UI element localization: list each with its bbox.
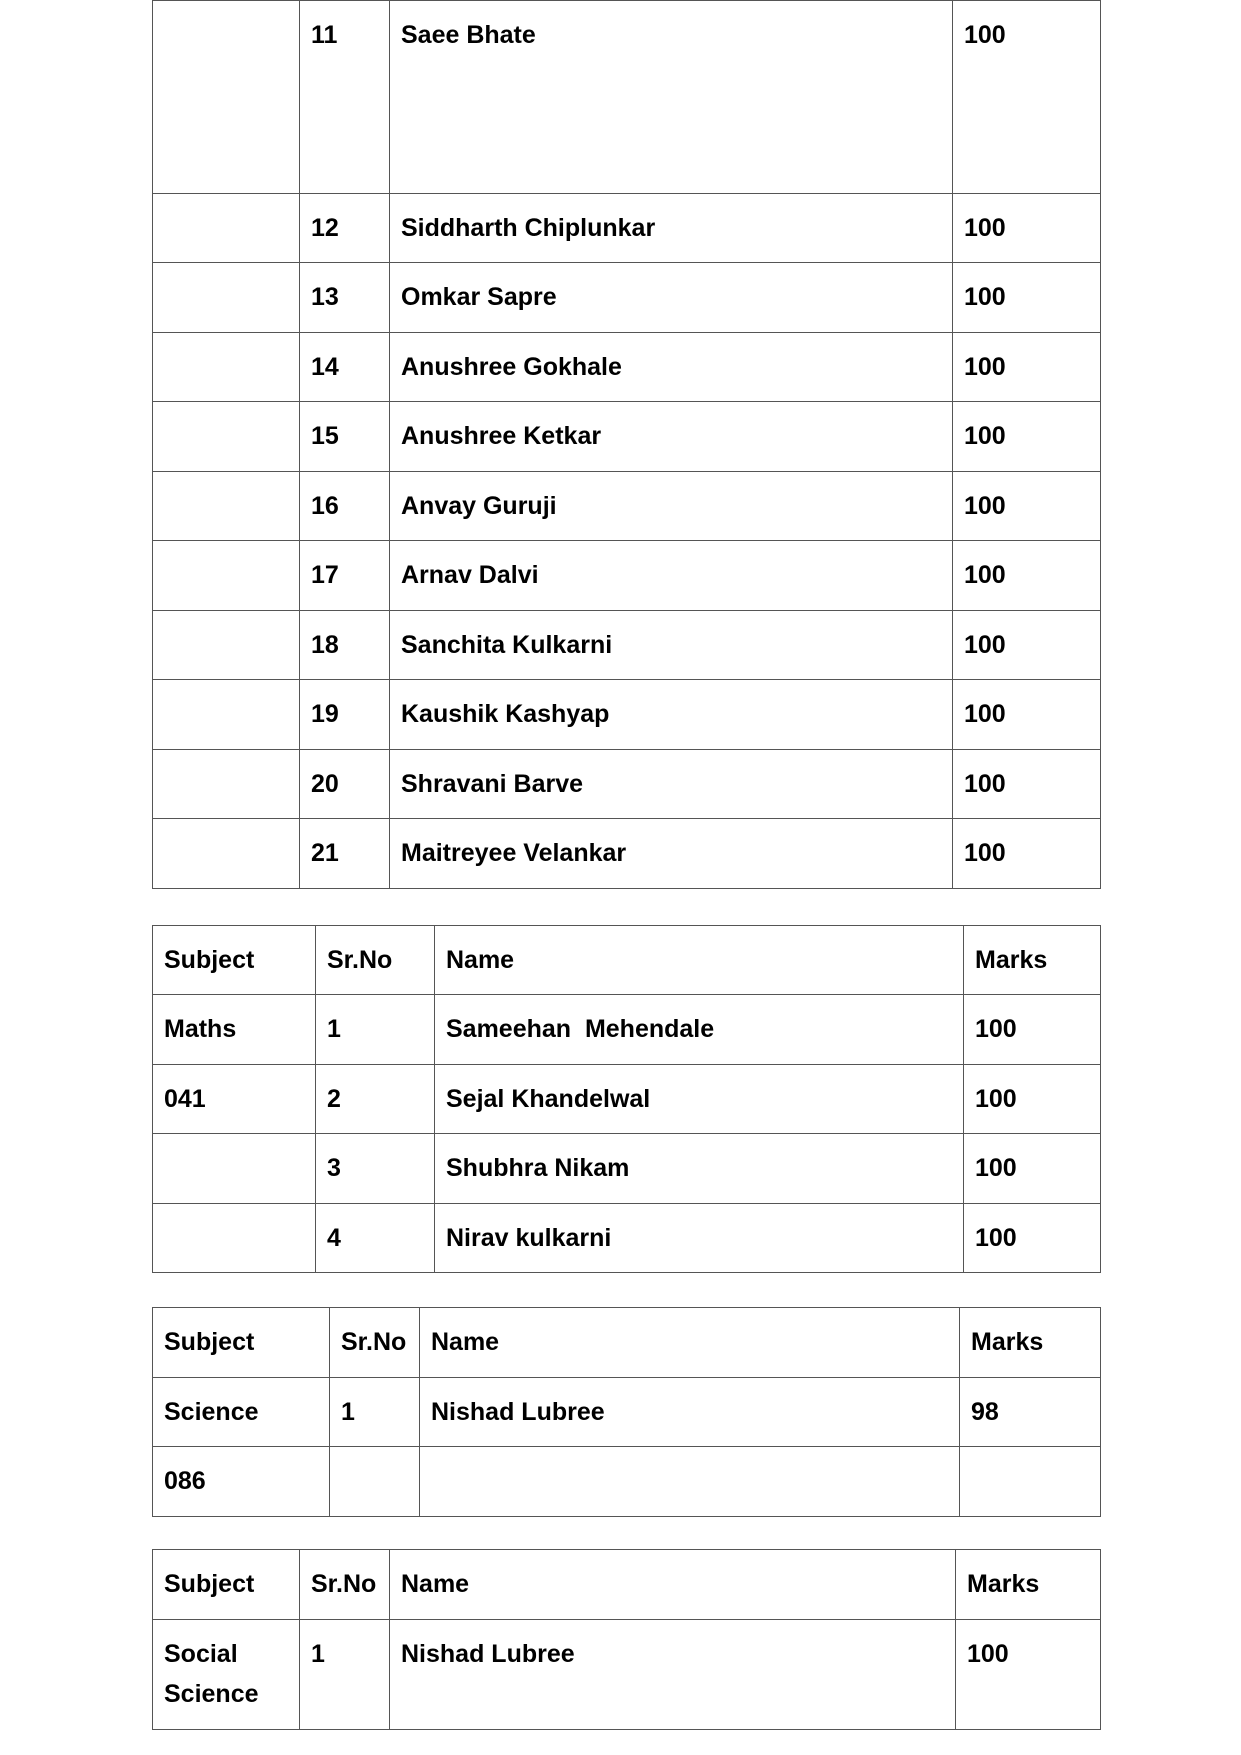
table-header-row xyxy=(153,1308,1101,1378)
name-cell: Saee Bhate xyxy=(390,1,953,194)
sr-no-cell: 21 xyxy=(300,819,390,889)
marks-cell: 98 xyxy=(960,1378,1101,1447)
name-cell: Sameehan Mehendale xyxy=(435,995,964,1065)
name-cell xyxy=(420,1447,960,1517)
table-row xyxy=(153,1134,1101,1204)
table-row xyxy=(153,1,1101,194)
sr-no-cell: 1 xyxy=(316,995,435,1065)
name-cell: Nirav kulkarni xyxy=(435,1204,964,1273)
sr-no-cell xyxy=(330,1447,420,1517)
table-row xyxy=(153,263,1101,333)
marks-cell: 100 xyxy=(953,750,1101,819)
sr-no-cell: 20 xyxy=(300,750,390,819)
sr-no-cell: 2 xyxy=(316,1065,435,1134)
header-name: Name xyxy=(390,1550,956,1620)
sr-no-cell: 14 xyxy=(300,333,390,402)
subject-cell xyxy=(153,1,300,194)
subject-cell: Science xyxy=(153,1378,330,1447)
header-name: Name xyxy=(435,926,964,995)
name-cell: Shravani Barve xyxy=(390,750,953,819)
sr-no-cell: 19 xyxy=(300,680,390,750)
name-cell: Nishad Lubree xyxy=(390,1620,956,1730)
header-marks: Marks xyxy=(956,1550,1101,1620)
marks-cell: 100 xyxy=(953,333,1101,402)
subject-cell xyxy=(153,541,300,611)
subject-cell: 086 xyxy=(153,1447,330,1517)
marks-cell: 100 xyxy=(953,819,1101,889)
header-sr-no: Sr.No xyxy=(300,1550,390,1620)
subject-cell xyxy=(153,333,300,402)
marks-cell: 100 xyxy=(964,1134,1101,1204)
header-subject: Subject xyxy=(153,1550,300,1620)
sr-no-cell: 17 xyxy=(300,541,390,611)
name-cell: Sanchita Kulkarni xyxy=(390,611,953,680)
social-science-marks-table xyxy=(152,1549,1101,1730)
marks-cell: 100 xyxy=(953,263,1101,333)
maths-marks-table xyxy=(152,925,1101,1273)
header-sr-no: Sr.No xyxy=(316,926,435,995)
table-row xyxy=(153,1204,1101,1273)
marks-cell: 100 xyxy=(953,541,1101,611)
sr-no-cell: 15 xyxy=(300,402,390,472)
subject-cell xyxy=(153,1134,316,1204)
subject-cell xyxy=(153,263,300,333)
header-marks: Marks xyxy=(964,926,1101,995)
header-subject: Subject xyxy=(153,926,316,995)
subject-cell xyxy=(153,819,300,889)
name-cell: Anushree Ketkar xyxy=(390,402,953,472)
marks-cell: 100 xyxy=(953,472,1101,541)
sr-no-cell: 4 xyxy=(316,1204,435,1273)
table-row xyxy=(153,402,1101,472)
table-header-row xyxy=(153,926,1101,995)
table-row xyxy=(153,333,1101,402)
subject-cell xyxy=(153,750,300,819)
name-cell: Kaushik Kashyap xyxy=(390,680,953,750)
subject-cell xyxy=(153,1204,316,1273)
name-cell: Shubhra Nikam xyxy=(435,1134,964,1204)
name-cell: Nishad Lubree xyxy=(420,1378,960,1447)
marks-cell: 100 xyxy=(953,611,1101,680)
marks-cell: 100 xyxy=(964,995,1101,1065)
header-marks: Marks xyxy=(960,1308,1101,1378)
name-cell: Anvay Guruji xyxy=(390,472,953,541)
table-row xyxy=(153,611,1101,680)
sr-no-cell: 13 xyxy=(300,263,390,333)
marks-cell: 100 xyxy=(964,1065,1101,1134)
marks-cell: 100 xyxy=(953,1,1101,194)
sr-no-cell: 18 xyxy=(300,611,390,680)
subject-cell xyxy=(153,402,300,472)
sr-no-cell: 1 xyxy=(300,1620,390,1730)
subject-cell xyxy=(153,611,300,680)
marks-cell: 100 xyxy=(956,1620,1101,1730)
name-cell: Anushree Gokhale xyxy=(390,333,953,402)
name-cell: Omkar Sapre xyxy=(390,263,953,333)
sr-no-cell: 12 xyxy=(300,194,390,263)
header-subject: Subject xyxy=(153,1308,330,1378)
sr-no-cell: 3 xyxy=(316,1134,435,1204)
table-row xyxy=(153,194,1101,263)
sr-no-cell: 16 xyxy=(300,472,390,541)
table-row xyxy=(153,1620,1101,1730)
marks-table-continued xyxy=(152,0,1101,889)
table-row xyxy=(153,472,1101,541)
subject-cell xyxy=(153,472,300,541)
table-row xyxy=(153,1378,1101,1447)
name-cell: Sejal Khandelwal xyxy=(435,1065,964,1134)
table-row xyxy=(153,1065,1101,1134)
name-cell: Maitreyee Velankar xyxy=(390,819,953,889)
subject-cell xyxy=(153,680,300,750)
table-row xyxy=(153,1447,1101,1517)
subject-cell: Maths xyxy=(153,995,316,1065)
marks-cell: 100 xyxy=(953,194,1101,263)
header-name: Name xyxy=(420,1308,960,1378)
table-row xyxy=(153,995,1101,1065)
table-row xyxy=(153,750,1101,819)
table-row xyxy=(153,680,1101,750)
table-row xyxy=(153,819,1101,889)
subject-cell: 041 xyxy=(153,1065,316,1134)
marks-cell: 100 xyxy=(964,1204,1101,1273)
subject-cell xyxy=(153,194,300,263)
marks-cell xyxy=(960,1447,1101,1517)
marks-cell: 100 xyxy=(953,402,1101,472)
subject-cell: Social Science xyxy=(153,1620,300,1730)
table-row xyxy=(153,541,1101,611)
science-marks-table xyxy=(152,1307,1101,1517)
table-header-row xyxy=(153,1550,1101,1620)
marks-cell: 100 xyxy=(953,680,1101,750)
header-sr-no: Sr.No xyxy=(330,1308,420,1378)
name-cell: Arnav Dalvi xyxy=(390,541,953,611)
sr-no-cell: 1 xyxy=(330,1378,420,1447)
sr-no-cell: 11 xyxy=(300,1,390,194)
name-cell: Siddharth Chiplunkar xyxy=(390,194,953,263)
